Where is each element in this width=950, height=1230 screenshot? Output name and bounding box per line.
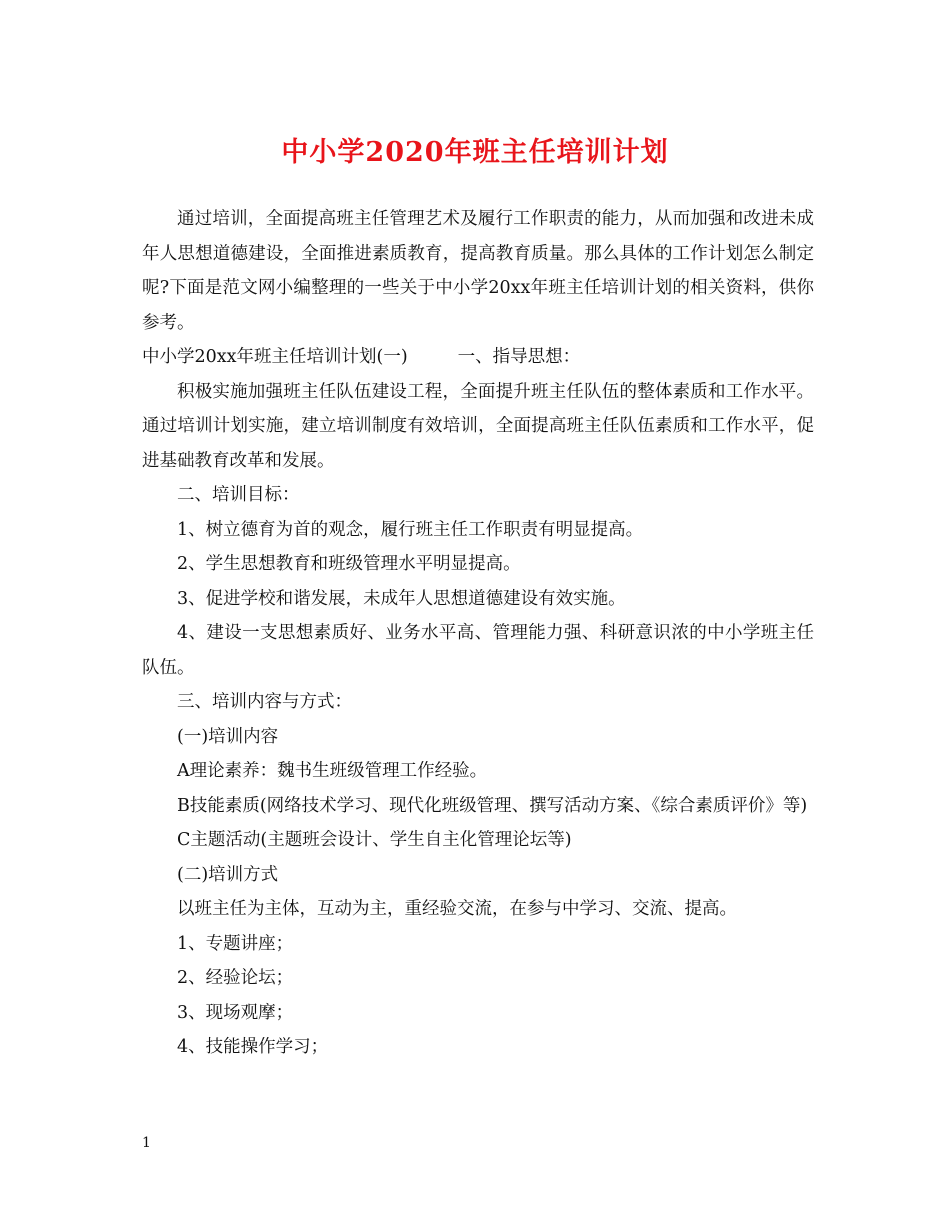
content-heading: (一)培训内容 <box>177 726 279 747</box>
section2-heading: 二、培训目标： <box>177 485 300 505</box>
goal-item-2: 2、学生思想教育和班级管理水平明显提高。 <box>177 554 521 574</box>
document-title: 中小学2020年班主任培训计划 <box>281 137 669 168</box>
section3-heading: 三、培训内容与方式： <box>177 692 352 712</box>
content-item-a: A理论素养：魏书生班级管理工作经验。 <box>177 761 488 781</box>
content-item-c: C主题活动(主题班会设计、学生自主化管理论坛等) <box>177 830 572 850</box>
method-item-4: 4、技能操作学习； <box>177 1037 329 1057</box>
method-item-2: 2、经验论坛； <box>177 968 294 988</box>
plan-heading-line <box>142 340 814 375</box>
section1-body: 积极实施加强班主任队伍建设工程，全面提升班主任队伍的整体素质和工作水平。通过培训计划实施，建立培训制度有效培训，全面提高班主任队伍素质和工作水平，促进基础教育改革和发展。 <box>142 381 814 471</box>
content-item-b: B技能素质(网络技术学习、现代化班级管理、撰写活动方案、《综合素质评价》等) <box>177 795 808 816</box>
goal-item-3: 3、促进学校和谐发展，未成年人思想道德建设有效实施。 <box>177 588 626 609</box>
method-body: 以班主任为主体，互动为主，重经验交流，在参与中学习、交流、提高。 <box>177 899 737 919</box>
page-number: 1 <box>142 1135 151 1151</box>
method-item-3: 3、现场观摩； <box>177 1002 294 1023</box>
document-body <box>142 202 814 1065</box>
section1-heading: 一、指导思想： <box>457 347 581 367</box>
method-item-1: 1、专题讲座； <box>177 933 294 954</box>
intro-paragraph: 通过培训，全面提高班主任管理艺术及履行工作职责的能力，从而加强和改进未成年人思想道德建设，全面推进素质教育，提高教育质量。那么具体的工作计划怎么制定呢?下面是范文网小编整理的一些关于中小学20xx年班主任培训计划的相关资料，供你参考。 <box>142 209 814 333</box>
goal-item-4: 4、建设一支思想素质好、业务水平高、管理能力强、科研意识浓的中小学班主任队伍。 <box>142 623 814 678</box>
goal-item-1: 1、树立德育为首的观念，履行班主任工作职责有明显提高。 <box>177 519 644 540</box>
plan-heading: 中小学20xx年班主任培训计划(一) <box>142 347 408 367</box>
method-heading: (二)培训方式 <box>177 864 279 885</box>
